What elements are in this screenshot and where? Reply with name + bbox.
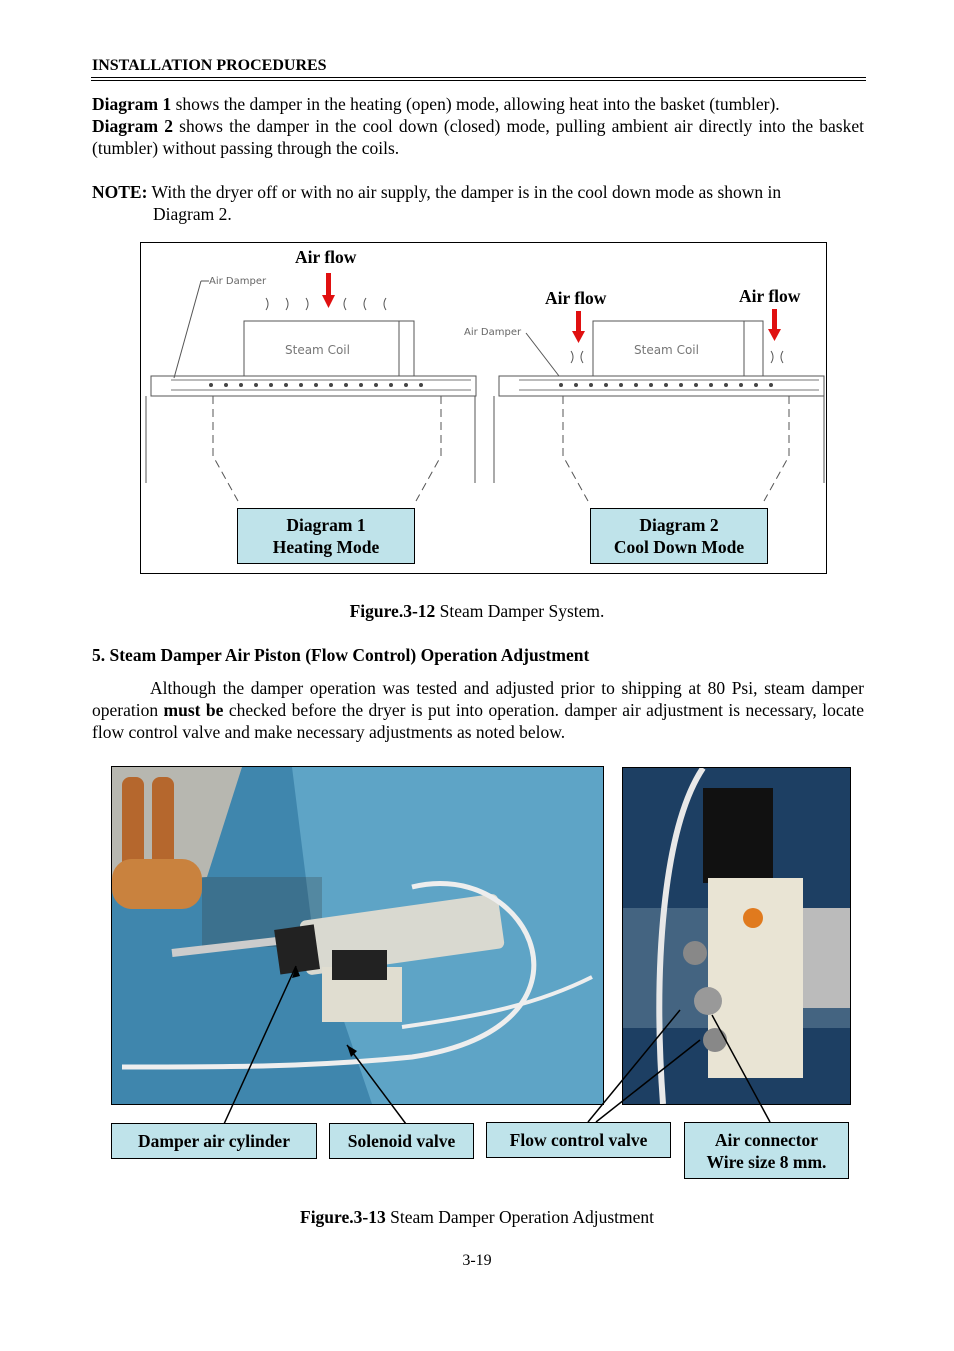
steam-coil-label-1: Steam Coil (285, 343, 350, 357)
diagram2-mode: Cool Down Mode (613, 537, 745, 557)
airflow-label-2: Air flow (545, 288, 607, 308)
figure1-caption-text: Steam Damper System. (435, 601, 605, 621)
steam-coil-label-2: Steam Coil (634, 343, 699, 357)
page-number: 3-19 (462, 1252, 492, 1269)
diagram1-mode: Heating Mode (272, 537, 380, 557)
diagram2-ref: Diagram 2 (92, 116, 174, 136)
note-label: NOTE: (92, 182, 148, 202)
section-title: 5. Steam Damper Air Piston (Flow Control) Operation Adjustment (92, 645, 590, 665)
airflow-label-1: Air flow (295, 247, 357, 267)
section-paragraph-bold: must be (163, 700, 224, 720)
note-text: With the dryer off or with no air supply, the damper is in the cool down mode as shown in (147, 182, 782, 202)
label-air-connector (684, 1122, 849, 1179)
label-air-connector-line2: Wire size 8 mm. (706, 1152, 827, 1172)
section-paragraph-a: Although the damper operation was tested and adjusted prior to shipping at 80 Psi, steam damper operation (92, 678, 864, 720)
diagram2-text: shows the damper in the cool down (closed) mode, pulling ambient air directly into the basket (tumbler) without passing through the coils. (92, 116, 864, 158)
figure2-caption (0, 1207, 954, 1228)
diagram1-title: Diagram 1 (286, 515, 366, 535)
diagram1-text: shows the damper in the heating (open) mode, allowing heat into the basket (tumbler). (171, 94, 780, 114)
diagram2-title: Diagram 2 (639, 515, 719, 535)
diagram1-ref: Diagram 1 (92, 94, 172, 114)
airflow-label-3: Air flow (739, 286, 801, 306)
air-damper-label-1: Air Damper (209, 276, 267, 287)
label-damper-air-cylinder: Damper air cylinder (111, 1123, 317, 1159)
page-header: INSTALLATION PROCEDURES (92, 57, 327, 74)
figure1-caption-label: Figure.3-12 (349, 601, 436, 621)
figure2-caption-label: Figure.3-13 (300, 1207, 386, 1227)
label-air-connector-line1: Air connector (714, 1130, 819, 1150)
label-solenoid-valve: Solenoid valve (329, 1123, 474, 1159)
section-paragraph-b: checked before the dryer is put into operation. damper air adjustment is necessary, locate flow control valve and make necessary adjustments as noted below. (92, 700, 864, 742)
label-flow-control-valve: Flow control valve (486, 1122, 671, 1158)
note-text-cont: Diagram 2. (153, 204, 232, 224)
figure2-caption-text: Steam Damper Operation Adjustment (385, 1207, 654, 1227)
air-damper-label-2: Air Damper (464, 327, 522, 338)
